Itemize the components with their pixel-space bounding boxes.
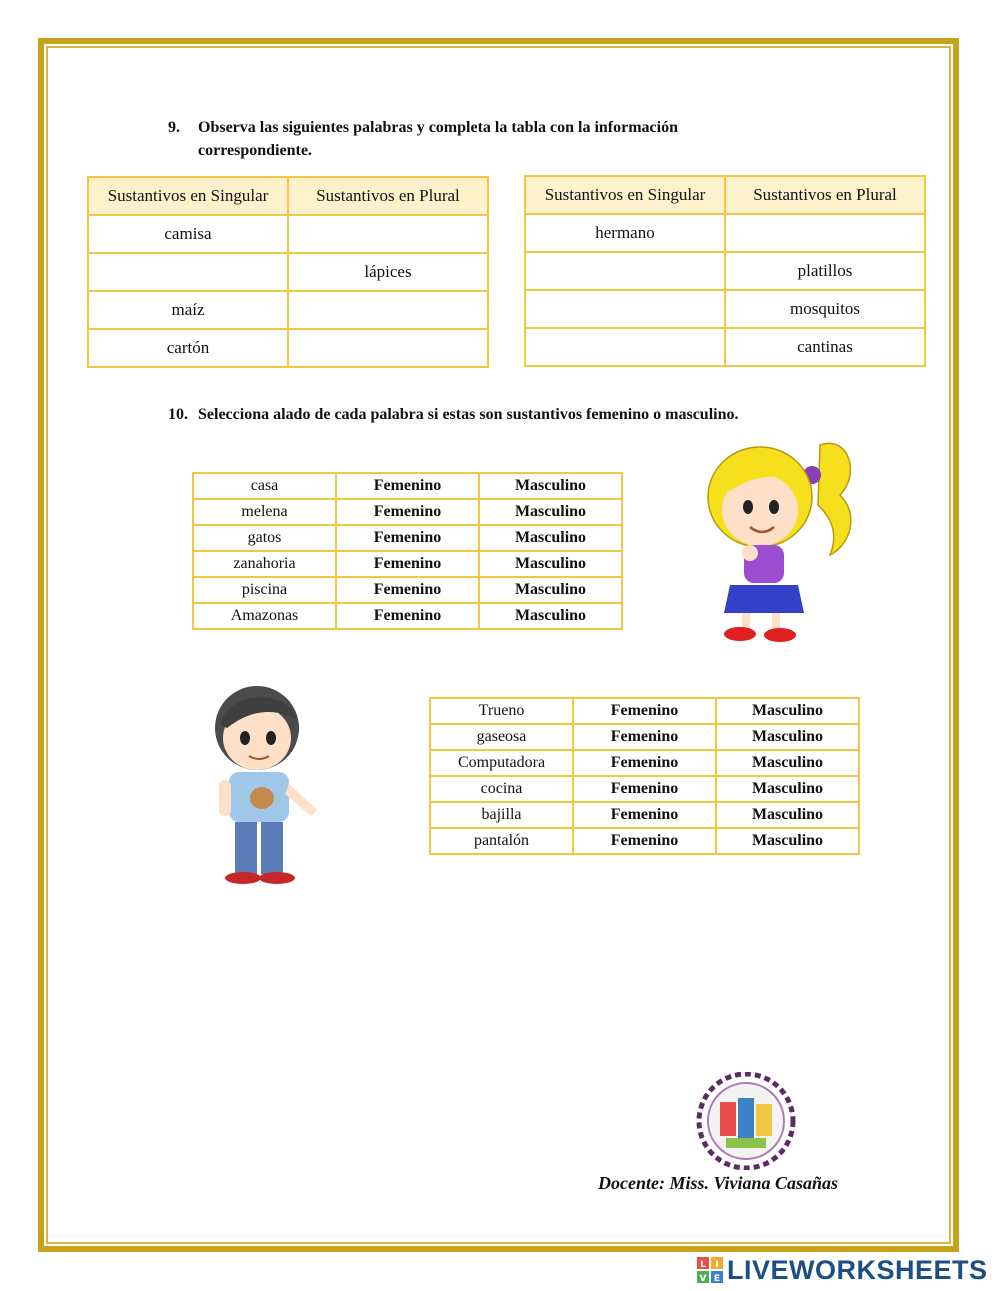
masculino-option[interactable]: Masculino: [479, 603, 622, 629]
table-row: [193, 473, 622, 499]
femenino-option[interactable]: Femenino: [573, 802, 716, 828]
femenino-option[interactable]: Femenino: [336, 473, 479, 499]
word-cell: zanahoria: [193, 551, 336, 577]
femenino-option[interactable]: Femenino: [336, 499, 479, 525]
word-cell: Computadora: [430, 750, 573, 776]
question-9-line2: correspondiente.: [198, 142, 312, 159]
gender-table-2: [429, 697, 860, 855]
school-badge-image: [696, 1072, 796, 1170]
singular-answer-field[interactable]: [525, 252, 725, 290]
plural-answer-field[interactable]: [288, 215, 488, 253]
singular-cell: cartón: [88, 329, 288, 367]
masculino-option[interactable]: Masculino: [716, 802, 859, 828]
femenino-option[interactable]: Femenino: [336, 551, 479, 577]
singular-cell: hermano: [525, 214, 725, 252]
table-header: Sustantivos en Singular: [525, 176, 725, 214]
word-cell: melena: [193, 499, 336, 525]
table-row: [430, 750, 859, 776]
femenino-option[interactable]: Femenino: [336, 525, 479, 551]
table-row: [525, 252, 925, 290]
masculino-option[interactable]: Masculino: [479, 525, 622, 551]
word-cell: piscina: [193, 577, 336, 603]
singular-cell: maíz: [88, 291, 288, 329]
masculino-option[interactable]: Masculino: [716, 724, 859, 750]
word-cell: gatos: [193, 525, 336, 551]
logo-letter: I: [715, 1260, 719, 1270]
question-9-number: 9.: [168, 119, 180, 136]
table-row: [430, 698, 859, 724]
table-row: [193, 577, 622, 603]
table-row: [88, 215, 488, 253]
logo-letter: L: [700, 1260, 706, 1270]
masculino-option[interactable]: Masculino: [716, 698, 859, 724]
word-cell: casa: [193, 473, 336, 499]
masculino-option[interactable]: Masculino: [716, 776, 859, 802]
table-row: [88, 329, 488, 367]
masculino-option[interactable]: Masculino: [716, 750, 859, 776]
singular-answer-field[interactable]: [525, 290, 725, 328]
table-row: [88, 253, 488, 291]
femenino-option[interactable]: Femenino: [573, 776, 716, 802]
gender-table-1: [192, 472, 623, 630]
masculino-option[interactable]: Masculino: [479, 551, 622, 577]
table-row: [430, 724, 859, 750]
word-cell: gaseosa: [430, 724, 573, 750]
masculino-option[interactable]: Masculino: [479, 499, 622, 525]
table-row: [430, 776, 859, 802]
plural-cell: cantinas: [725, 328, 925, 366]
liveworksheets-icon: [697, 1257, 723, 1283]
word-cell: Trueno: [430, 698, 573, 724]
table-row: [430, 802, 859, 828]
logo-letter: E: [713, 1274, 721, 1283]
masculino-option[interactable]: Masculino: [479, 473, 622, 499]
word-cell: cocina: [430, 776, 573, 802]
femenino-option[interactable]: Femenino: [573, 698, 716, 724]
table-row: [193, 525, 622, 551]
femenino-option[interactable]: Femenino: [573, 724, 716, 750]
singular-cell: camisa: [88, 215, 288, 253]
nouns-table-left: [87, 176, 489, 368]
logo-letter: V: [699, 1274, 707, 1283]
femenino-option[interactable]: Femenino: [573, 750, 716, 776]
table-row: [430, 828, 859, 854]
nouns-table-right: [524, 175, 926, 367]
question-10-number: 10.: [168, 406, 188, 423]
femenino-option[interactable]: Femenino: [573, 828, 716, 854]
table-header: Sustantivos en Plural: [725, 176, 925, 214]
table-row: [525, 328, 925, 366]
plural-answer-field[interactable]: [288, 291, 488, 329]
question-9-line1: Observa las siguientes palabras y completa la tabla con la información: [198, 119, 678, 136]
table-row: [525, 214, 925, 252]
masculino-option[interactable]: Masculino: [479, 577, 622, 603]
question-10-text: Selecciona alado de cada palabra si estas son sustantivos femenino o masculino.: [198, 406, 739, 423]
plural-cell: platillos: [725, 252, 925, 290]
plural-answer-field[interactable]: [725, 214, 925, 252]
femenino-option[interactable]: Femenino: [336, 577, 479, 603]
liveworksheets-logo: [697, 1255, 988, 1285]
table-header: Sustantivos en Singular: [88, 177, 288, 215]
boy-illustration: [205, 680, 330, 890]
liveworksheets-wordmark: LIVEWORKSHEETS: [727, 1254, 988, 1285]
table-row: [525, 290, 925, 328]
plural-cell: lápices: [288, 253, 488, 291]
table-row: [193, 603, 622, 629]
plural-cell: mosquitos: [725, 290, 925, 328]
femenino-option[interactable]: Femenino: [336, 603, 479, 629]
table-row: [193, 499, 622, 525]
singular-answer-field[interactable]: [88, 253, 288, 291]
table-row: [193, 551, 622, 577]
girl-illustration: [700, 435, 855, 650]
word-cell: bajilla: [430, 802, 573, 828]
word-cell: pantalón: [430, 828, 573, 854]
masculino-option[interactable]: Masculino: [716, 828, 859, 854]
table-header: Sustantivos en Plural: [288, 177, 488, 215]
word-cell: Amazonas: [193, 603, 336, 629]
singular-answer-field[interactable]: [525, 328, 725, 366]
teacher-signature: Docente: Miss. Viviana Casañas: [598, 1173, 839, 1193]
table-row: [88, 291, 488, 329]
plural-answer-field[interactable]: [288, 329, 488, 367]
